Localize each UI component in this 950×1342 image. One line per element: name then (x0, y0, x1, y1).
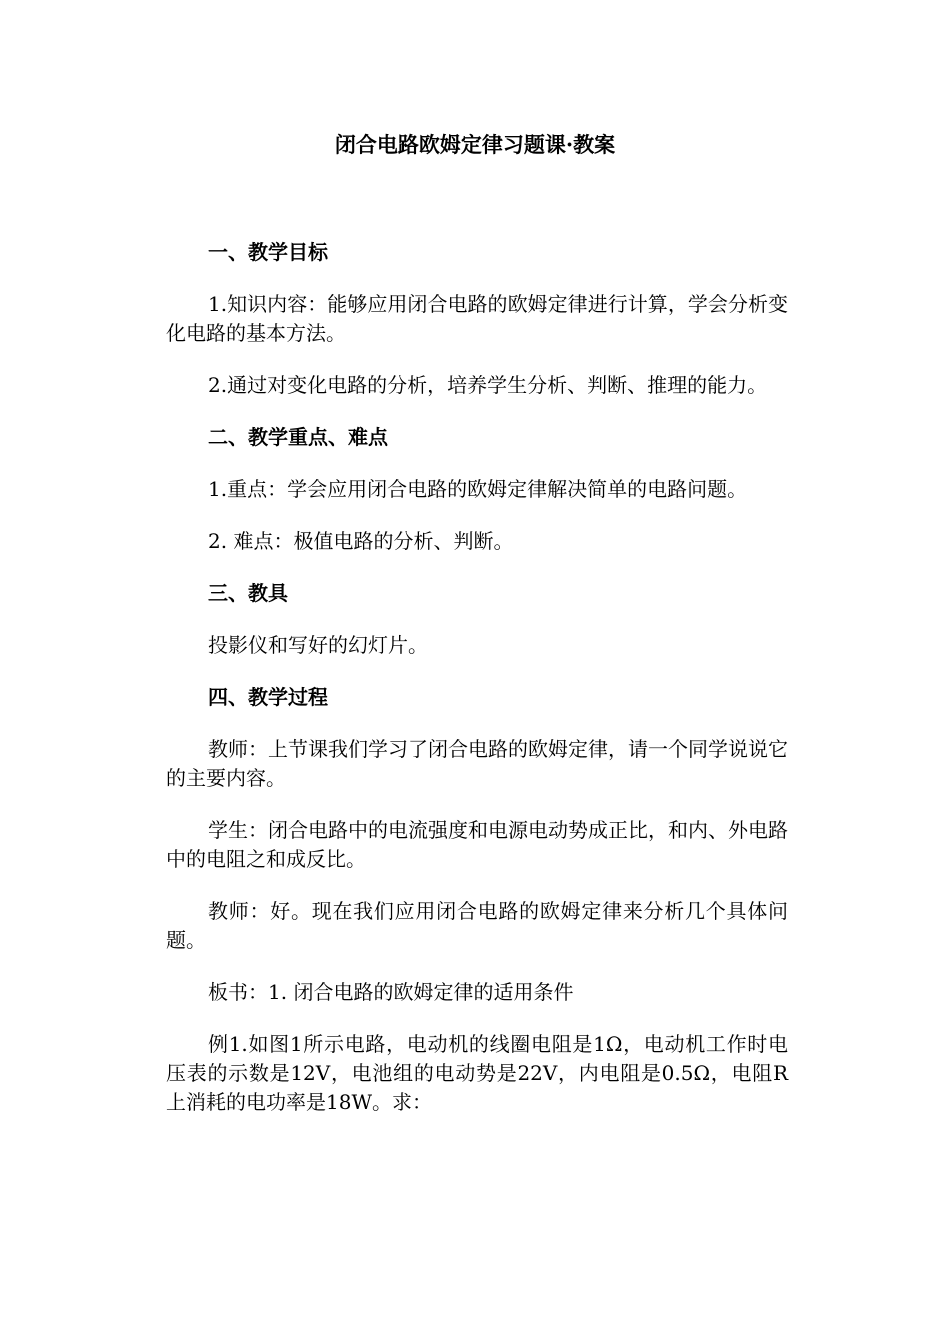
section-heading-process: 四、教学过程 (208, 685, 328, 709)
paragraph-objective-1: 1.知识内容：能够应用闭合电路的欧姆定律进行计算，学会分析变化电路的基本方法。 (166, 292, 788, 345)
paragraph-key-point: 1.重点：学会应用闭合电路的欧姆定律解决简单的电路问题。 (208, 477, 748, 501)
paragraph-teacher-question: 教师：上节课我们学习了闭合电路的欧姆定律，请一个同学说说它的主要内容。 (166, 737, 788, 790)
paragraph-difficulty: 2. 难点：极值电路的分析、判断。 (208, 529, 514, 553)
paragraph-board-note: 板书：1. 闭合电路的欧姆定律的适用条件 (208, 980, 574, 1004)
section-heading-objectives: 一、教学目标 (208, 240, 328, 264)
section-heading-key-points: 二、教学重点、难点 (208, 425, 388, 449)
paragraph-example-1: 例1.如图1所示电路，电动机的线圈电阻是1Ω，电动机工作时电压表的示数是12V，电池组的电动势是22V，内电阻是0.5Ω，电阻R上消耗的电功率是18W。求： (166, 1032, 788, 1114)
paragraph-student-answer: 学生：闭合电路中的电流强度和电源电动势成正比，和内、外电路中的电阻之和成反比。 (166, 818, 788, 871)
paragraph-objective-2: 2.通过对变化电路的分析，培养学生分析、判断、推理的能力。 (208, 373, 768, 397)
paragraph-teacher-response: 教师：好。现在我们应用闭合电路的欧姆定律来分析几个具体问题。 (166, 899, 788, 952)
section-heading-teaching-aids: 三、教具 (208, 581, 288, 605)
document-body (166, 238, 788, 1140)
document-title: 闭合电路欧姆定律习题课·教案 (334, 132, 616, 157)
paragraph-teaching-aids: 投影仪和写好的幻灯片。 (208, 633, 428, 657)
